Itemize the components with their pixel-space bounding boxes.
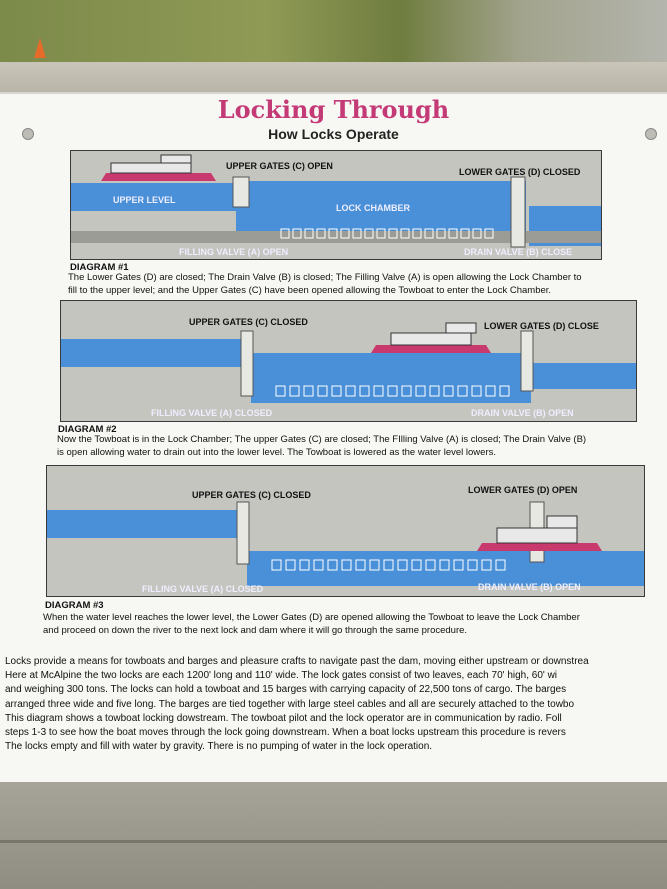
- lock-chamber-label: LOCK CHAMBER: [336, 203, 410, 213]
- lower-gates-label: LOWER GATES (D) OPEN: [468, 485, 578, 495]
- diagram-3-caption: When the water level reaches the lower level, the Lower Gates (D) are opened allowing the Towboat to leave the Lock Chamber and proceed on down the river to the next lock and dam where it will go through the same procedure.: [43, 612, 580, 636]
- diagram-1: [70, 150, 602, 260]
- background-grass: [0, 0, 667, 70]
- diagram-2-caption: Now the Towboat is in the Lock Chamber; The upper Gates (C) are closed; The FIlling Valve (A) is closed; The Drain Valve (B) is open allowing water to drain out into the lower level. The Towboat is lowered as the water level lowers.: [57, 434, 587, 458]
- filling-valve-label: FILLING VALVE (A) CLOSED: [151, 408, 273, 418]
- drain-valve-label: DRAIN VALVE (B) OPEN: [478, 582, 581, 592]
- diagram-2-illustration: [61, 301, 636, 421]
- sign-title: Locking Through: [217, 95, 450, 124]
- concrete-wall: [0, 770, 667, 889]
- diagram-2: [60, 300, 637, 422]
- diagram-3-heading: DIAGRAM #3: [45, 600, 104, 611]
- sign-subtitle: How Locks Operate: [268, 126, 399, 142]
- diagram-1-caption: The Lower Gates (D) are closed; The Drain Valve (B) is closed; The Filling Valve (A) is open allowing the Lock Chamber to fill to the upper level; and the Upper Gates (C) have been opened allowing the Towboat to enter the Lock Chamber.: [68, 272, 582, 296]
- upper-gates-label: UPPER GATES (C) CLOSED: [192, 490, 311, 500]
- upper-gates-label: UPPER GATES (C) CLOSED: [189, 317, 308, 327]
- diagram-3: [46, 465, 645, 597]
- drain-valve-label: DRAIN VALVE (B) CLOSE: [464, 247, 573, 257]
- lower-gates-label: LOWER GATES (D) CLOSE: [484, 321, 599, 331]
- lower-gates-label: LOWER GATES (D) CLOSED: [459, 167, 581, 177]
- upper-gates-label: UPPER GATES (C) OPEN: [226, 161, 333, 171]
- drain-valve-label: DRAIN VALVE (B) OPEN: [471, 408, 574, 418]
- diagram-2-heading: DIAGRAM #2: [58, 424, 117, 435]
- filling-valve-label: FILLING VALVE (A) CLOSED: [142, 584, 264, 594]
- diagram-1-heading: DIAGRAM #1: [70, 262, 129, 273]
- upper-level-label: UPPER LEVEL: [113, 195, 176, 205]
- traffic-cone: [34, 38, 46, 58]
- filling-valve-label: FILLING VALVE (A) OPEN: [179, 247, 289, 257]
- lock-description: Locks provide a means for towboats and barges and pleasure crafts to navigate past the dam, moving either upstream or downstrea Here at McAlpine the two locks are each 1200' long and 110' wide. The lock gates consist of two leaves, each 70' high, 60' wi and weighing 300 tons. The locks can hold a towboat and 15 barges with carrying capacity of 22,500 tons of cargo. The barges arranged three wide and five long. The barges are tied together with large steel cables and all are securely attached to the towbo This diagram shows a towboat locking dowstream. The towboat pilot and the lock operator are in communication by radio. Foll steps 1-3 to see how the boat moves through the lock going downstream. When a boat locks upstream this procedure is revers The locks empty and fill with water by gravity. There is no pumping of water in the lock operation.: [5, 656, 589, 753]
- slab-joint: [0, 840, 667, 843]
